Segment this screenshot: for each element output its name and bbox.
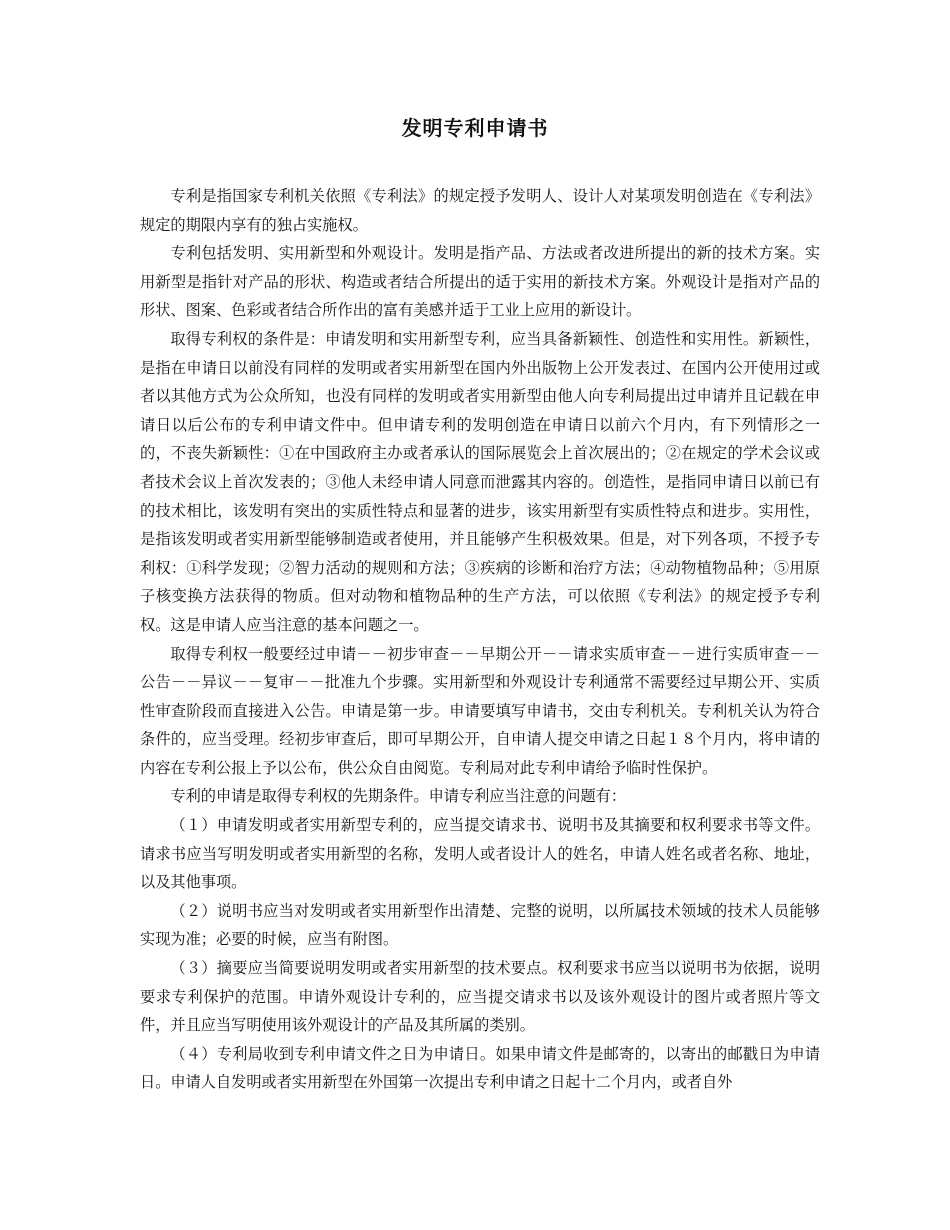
paragraph-types: 专利包括发明、实用新型和外观设计。发明是指产品、方法或者改进所提出的新的技术方案。实用新型是指针对产品的形状、构造或者结合所提出的适于实用的新技术方案。外观设计是指对产品的形状、图案、色彩或者结合所作出的富有美感并适于工业上应用的新设计。 [140, 244, 820, 320]
document-body [140, 182, 820, 1097]
paragraph-item-1: （１）申请发明或者实用新型专利的，应当提交请求书、说明书及其摘要和权利要求书等文件。请求书应当写明发明或者实用新型的名称，发明人或者设计人的姓名，申请人姓名或者名称、地址，以及其他事项。 [140, 816, 820, 892]
paragraph-steps: 取得专利权一般要经过申请－－初步审查－－早期公开－－请求实质审查－－进行实质审查－－公告－－异议－－复审－－批准九个步骤。实用新型和外观设计专利通常不需要经过早期公开、实质性审查阶段而直接进入公告。申请是第一步。申请要填写申请书，交由专利机关。专利机关认为符合条件的，应当受理。经初步审查后，即可早期公开，自申请人提交申请之日起１８个月内，将申请的内容在专利公报上予以公布，供公众自由阅览。专利局对此专利申请给予临时性保护。 [140, 644, 820, 777]
paragraph-item-4: （４）专利局收到专利申请文件之日为申请日。如果申请文件是邮寄的，以寄出的邮戳日为申请日。申请人自发明或者实用新型在外国第一次提出专利申请之日起十二个月内，或者自外 [140, 1044, 820, 1092]
paragraph-item-3: （３）摘要应当简要说明发明或者实用新型的技术要点。权利要求书应当以说明书为依据，说明要求专利保护的范围。申请外观设计专利的，应当提交请求书以及该外观设计的图片或者照片等文件，并且应当写明使用该外观设计的产品及其所属的类别。 [140, 959, 820, 1035]
paragraph-item-2: （２）说明书应当对发明或者实用新型作出清楚、完整的说明，以所属技术领域的技术人员能够实现为准；必要的时候，应当有附图。 [140, 901, 820, 949]
document-title: 发明专利申请书 [401, 116, 549, 140]
paragraph-application-intro: 专利的申请是取得专利权的先期条件。申请专利应当注意的问题有： [170, 787, 627, 806]
paragraph-conditions: 取得专利权的条件是：申请发明和实用新型专利，应当具备新颖性、创造性和实用性。新颖性，是指在申请日以前没有同样的发明或者实用新型在国内外出版物上公开发表过、在国内公开使用过或者以其他方式为公众所知，也没有同样的发明或者实用新型由他人向专利局提出过申请并且记载在申请日以后公布的专利申请文件中。但申请专利的发明创造在申请日以前六个月内，有下列情形之一的，不丧失新颖性：①在中国政府主办或者承认的国际展览会上首次展出的；②在规定的学术会议或者技术会议上首次发表的；③他人未经申请人同意而泄露其内容的。创造性，是指同申请日以前已有的技术相比，该发明有突出的实质性特点和显著的进步，该实用新型有实质性特点和进步。实用性，是指该发明或者实用新型能够制造或者使用，并且能够产生积极效果。但是，对下列各项，不授予专利权：①科学发现；②智力活动的规则和方法；③疾病的诊断和治疗方法；④动物植物品种；⑤用原子核变换方法获得的物质。但对动物和植物品种的生产方法，可以依照《专利法》的规定授予专利权。这是申请人应当注意的基本问题之一。 [140, 329, 820, 634]
paragraph-definition: 专利是指国家专利机关依照《专利法》的规定授予发明人、设计人对某项发明创造在《专利法》规定的期限内享有的独占实施权。 [140, 187, 820, 234]
